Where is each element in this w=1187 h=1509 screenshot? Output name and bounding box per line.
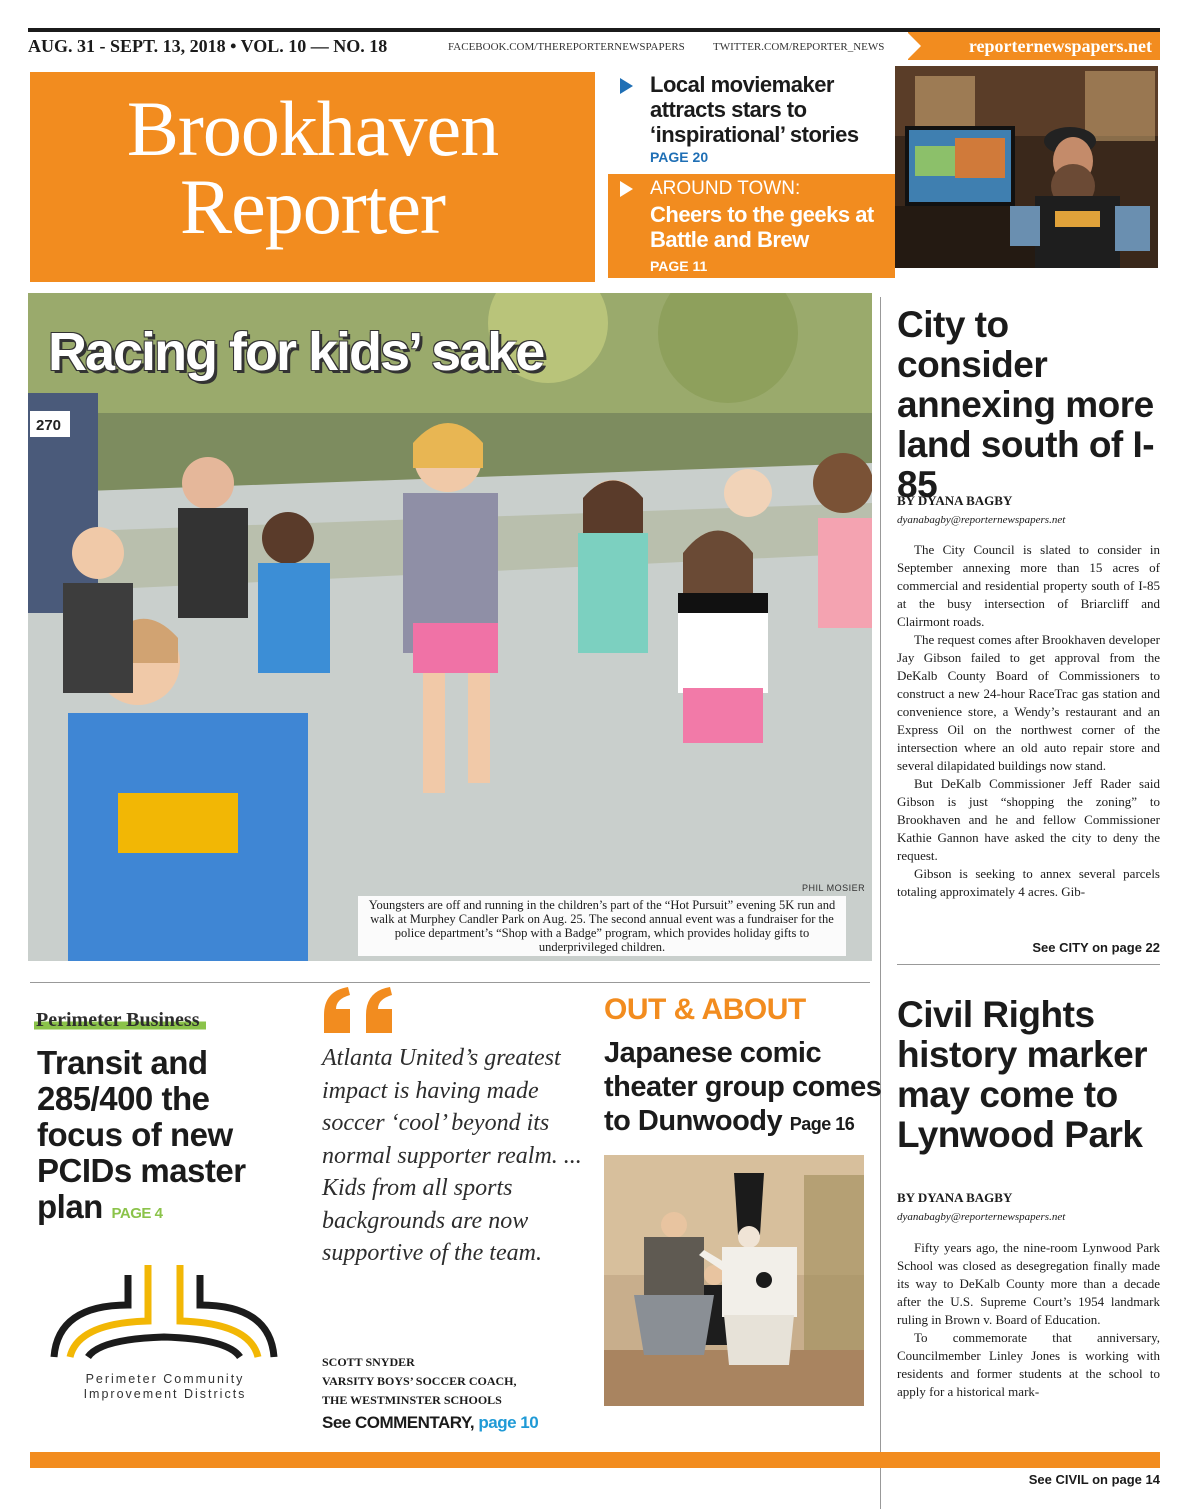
city-paragraph: The request comes after Brookhaven developer Jay Gibson failed to get approval from the DeKalb County Board of Commissioners to construct a new 24-hour RaceTrac gas station and convenience store, a Wendy’s restaurant and an Express Oil on the northwest corner of the intersection where an old auto repair store and several dilapidated buildings now stand. [897, 632, 1160, 773]
teaser-around-town[interactable] [608, 174, 895, 278]
civil-byline: BY DYANA BAGBY [897, 1190, 1013, 1205]
photo-caption: Youngsters are off and running in the children’s part of the “Hot Pursuit” evening 5K run and walk at Murphey Candler Park on Aug. 25. The second annual event was a fundraiser for the police department’s “Shop with a Badge” program, which provides holiday gifts to underprivileged children. [358, 896, 846, 956]
civil-headline[interactable]: Civil Rights history marker may come to Lynwood Park [897, 994, 1148, 1155]
theater-photo-illustration [604, 1155, 864, 1406]
city-body [897, 541, 1160, 936]
out-about-headline-text: Japanese comic theater group comes to Dunwoody [604, 1037, 882, 1137]
pcid-logo [48, 1265, 280, 1360]
photo-credit: PHIL MOSIER [802, 883, 866, 893]
pcid-headline-text: Transit and 285/400 the focus of new PCIDs master plan [37, 1044, 246, 1225]
city-byline: BY DYANA BAGBY [897, 493, 1013, 508]
kids-running-photo [28, 293, 872, 961]
city-headline[interactable]: City to consider annexing more land south of I-85 [897, 304, 1155, 505]
section-divider [30, 982, 870, 983]
civil-email[interactable]: dyanabagby@reporternewspapers.net [897, 1211, 1066, 1223]
teaser-page: PAGE 20 [650, 149, 709, 165]
civil-jump-link[interactable]: See CIVIL on page 14 [1028, 1472, 1160, 1487]
out-about-kicker: OUT & ABOUT [604, 993, 806, 1026]
city-paragraph: Gibson is seeking to annex several parcels totaling approximately 4 acres. Gib- [897, 866, 1160, 899]
twitter-link[interactable]: TWITTER.COM/REPORTER_NEWS [713, 41, 885, 53]
photo-headline: Racing for kids’ sake [48, 322, 544, 382]
quote-icon [320, 985, 400, 1040]
arrow-right-icon [620, 78, 633, 94]
bottom-bar [30, 1452, 1160, 1468]
city-email[interactable]: dyanabagby@reporternewspapers.net [897, 514, 1066, 526]
pcid-logo-mark [48, 1265, 280, 1360]
teaser-page: PAGE 11 [650, 258, 708, 274]
issue-date: AUG. 31 - SEPT. 13, 2018 • VOL. 10 — NO. 18 [28, 36, 388, 56]
perimeter-business-label: Perimeter Business [34, 1009, 206, 1032]
masthead-line-1: Brookhaven [126, 85, 499, 172]
facebook-link[interactable]: FACEBOOK.COM/THEREPORTERNEWSPAPERS [448, 41, 685, 53]
teaser-moviemaker[interactable] [608, 72, 893, 170]
out-about-headline[interactable] [604, 1036, 884, 1141]
pcid-logo-text-1: Perimeter Community [85, 1372, 245, 1386]
column-divider [880, 297, 881, 1509]
arrow-right-icon [620, 181, 633, 197]
city-jump-link[interactable]: See CITY on page 22 [1032, 940, 1160, 955]
gamer-photo-illustration [895, 66, 1158, 268]
city-paragraph: But DeKalb Commissioner Jeff Rader said Gibson is just “shopping the zoning” to Brookhaven and he and fellow Commissioner Kathie Gannon have asked the city to deny the request. [897, 776, 1160, 863]
masthead-line-2: Reporter [180, 163, 445, 250]
pcid-headline[interactable] [37, 1045, 302, 1232]
gamer-photo [895, 66, 1158, 268]
quote-author: SCOTT SNYDER [322, 1355, 415, 1369]
commentary-jump-page: page 10 [478, 1413, 539, 1432]
story-divider [897, 964, 1160, 965]
website-banner[interactable] [908, 32, 1160, 60]
website-link[interactable]: reporternewspapers.net [968, 36, 1152, 56]
quote-mark-glyph [320, 985, 400, 1035]
civil-paragraph: To commemorate that anniversary, Councilmember Linley Jones is working with residents and former students at the school to apply for a historical mark- [897, 1330, 1160, 1399]
issue-bar [28, 28, 1160, 62]
teaser-headline: Local moviemaker attracts stars to ‘inspirational’ stories [650, 72, 859, 147]
commentary-jump-text: See COMMENTARY, [322, 1413, 475, 1432]
commentary-quote: Atlanta United’s greatest impact is having made soccer ‘cool’ beyond its normal supporter realm. ... Kids from all sports backgrounds are now supportive of the team. [322, 1045, 582, 1266]
masthead [30, 72, 595, 282]
lead-photo [28, 293, 872, 961]
out-about-page: Page 16 [789, 1114, 855, 1134]
quote-author-school: THE WESTMINSTER SCHOOLS [322, 1393, 502, 1407]
quote-author-title: VARSITY BOYS’ SOCCER COACH, [322, 1374, 517, 1388]
pcid-logo-text-2: Improvement Districts [83, 1387, 247, 1401]
civil-paragraph: Fifty years ago, the nine-room Lynwood Park School was closed as desegregation finally made its way to DeKalb County more than a decade after the U.S. Supreme Court’s 1954 landmark ruling in Brown v. Board of Education. [897, 1240, 1160, 1327]
commentary-jump-link[interactable] [322, 1413, 538, 1433]
pcid-page: PAGE 4 [111, 1205, 163, 1222]
theater-photo [604, 1155, 864, 1406]
teaser-kicker: AROUND TOWN: [650, 178, 801, 199]
teaser-headline: Cheers to the geeks at Battle and Brew [650, 202, 874, 252]
city-paragraph: The City Council is slated to consider in September annexing more than 15 acres of commercial and residential property south of I-85 at the busy intersection of Briarcliff and Clairmont roads. [897, 542, 1160, 629]
race-bib-number: 270 [36, 417, 62, 434]
